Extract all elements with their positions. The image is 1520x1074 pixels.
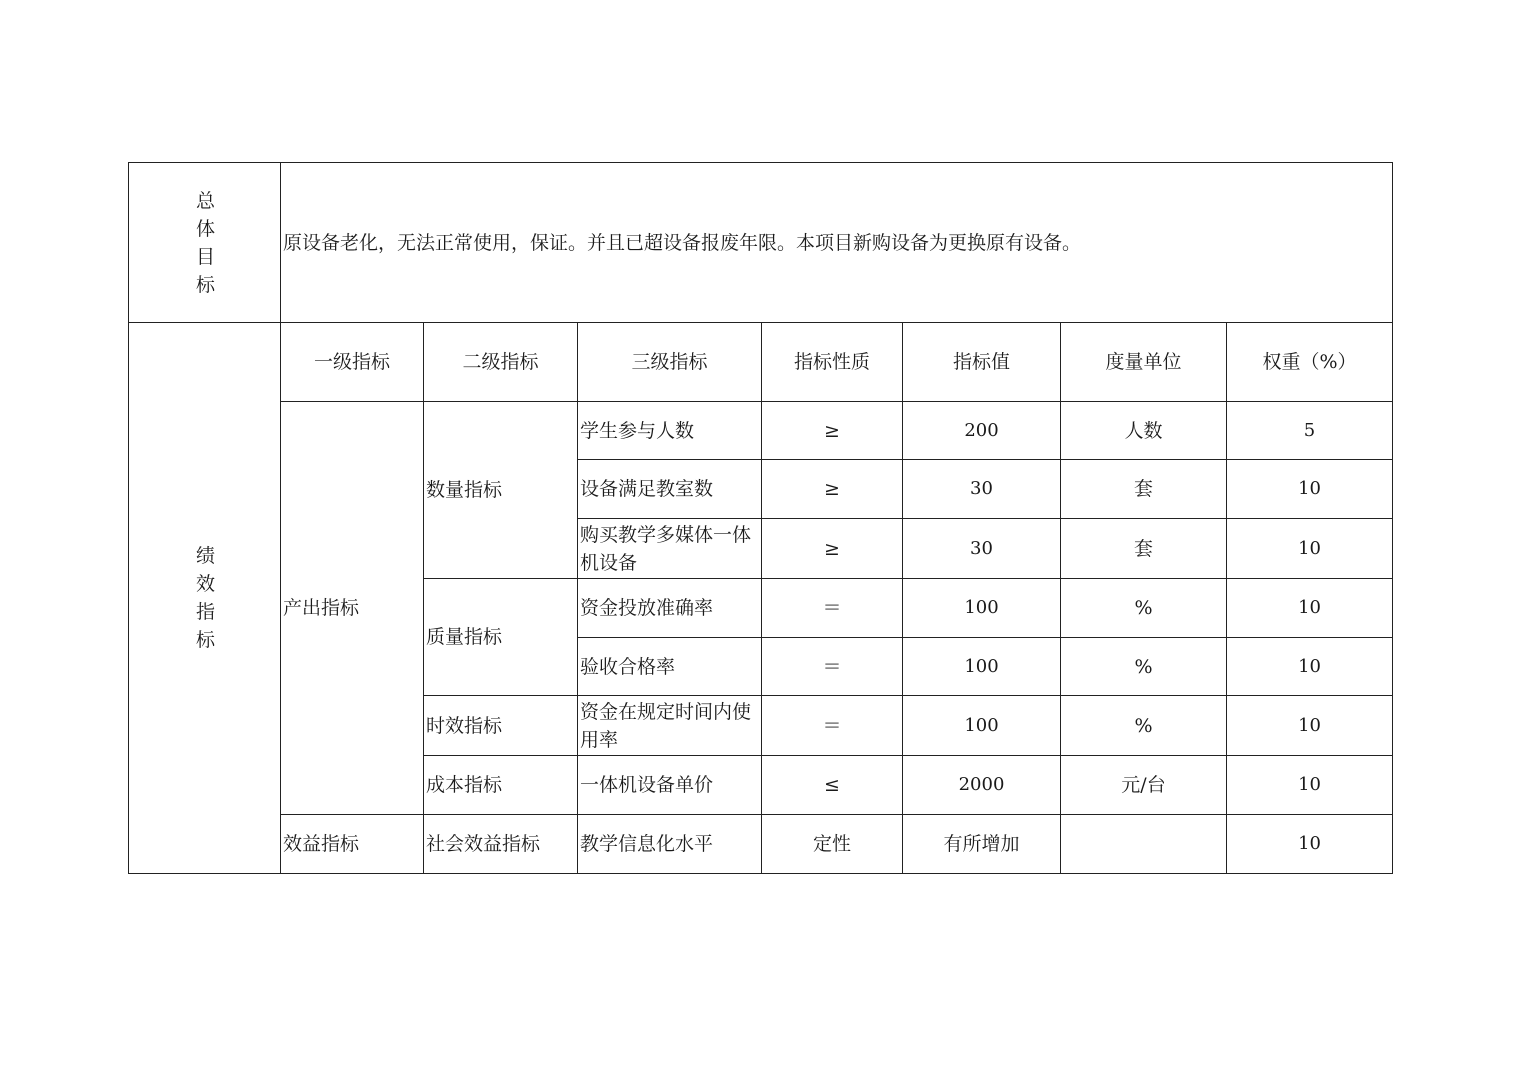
level2-quantity: 数量指标 bbox=[424, 402, 578, 579]
level2-social: 社会效益指标 bbox=[424, 815, 578, 874]
nature-cell: ＝ bbox=[762, 696, 903, 756]
level2-timeliness: 时效指标 bbox=[424, 696, 578, 756]
value-cell: 100 bbox=[903, 579, 1061, 638]
header-level3: 三级指标 bbox=[578, 323, 762, 402]
overall-target-row bbox=[129, 163, 1393, 323]
level1-benefit: 效益指标 bbox=[281, 815, 424, 874]
weight-cell: 10 bbox=[1227, 638, 1393, 696]
header-nature: 指标性质 bbox=[762, 323, 903, 402]
label-char: 绩 bbox=[195, 545, 215, 567]
value-cell: 100 bbox=[903, 696, 1061, 756]
nature-cell: ≥ bbox=[762, 402, 903, 460]
value-cell: 2000 bbox=[903, 756, 1061, 815]
unit-cell: 套 bbox=[1061, 460, 1227, 519]
performance-label bbox=[129, 323, 281, 874]
table-row bbox=[129, 815, 1393, 874]
label-char: 体 bbox=[195, 217, 215, 240]
unit-cell bbox=[1061, 815, 1227, 874]
overall-target-text: 原设备老化，无法正常使用，保证。并且已超设备报废年限。本项目新购设备为更换原有设备。 bbox=[281, 163, 1393, 323]
label-char: 标 bbox=[195, 273, 215, 296]
level2-quality: 质量指标 bbox=[424, 579, 578, 696]
nature-cell: ≥ bbox=[762, 519, 903, 579]
label-char: 效 bbox=[195, 573, 215, 595]
value-cell: 有所增加 bbox=[903, 815, 1061, 874]
unit-cell: % bbox=[1061, 638, 1227, 696]
header-weight: 权重（%） bbox=[1227, 323, 1393, 402]
level3-cell: 设备满足教室数 bbox=[578, 460, 762, 519]
label-char: 标 bbox=[195, 629, 215, 651]
label-char: 指 bbox=[195, 601, 215, 623]
value-cell: 30 bbox=[903, 519, 1061, 579]
level3-cell: 购买教学多媒体一体机设备 bbox=[578, 519, 762, 579]
header-level1: 一级指标 bbox=[281, 323, 424, 402]
level2-cost: 成本指标 bbox=[424, 756, 578, 815]
header-value: 指标值 bbox=[903, 323, 1061, 402]
label-char: 总 bbox=[195, 189, 215, 212]
level3-cell: 学生参与人数 bbox=[578, 402, 762, 460]
level3-cell: 资金在规定时间内使用率 bbox=[578, 696, 762, 756]
weight-cell: 10 bbox=[1227, 460, 1393, 519]
unit-cell: % bbox=[1061, 579, 1227, 638]
level3-cell: 资金投放准确率 bbox=[578, 579, 762, 638]
level3-cell: 教学信息化水平 bbox=[578, 815, 762, 874]
header-level2: 二级指标 bbox=[424, 323, 578, 402]
nature-cell: ＝ bbox=[762, 579, 903, 638]
level3-cell: 验收合格率 bbox=[578, 638, 762, 696]
weight-cell: 10 bbox=[1227, 579, 1393, 638]
level1-output: 产出指标 bbox=[281, 402, 424, 815]
weight-cell: 10 bbox=[1227, 815, 1393, 874]
header-row bbox=[129, 323, 1393, 402]
label-char: 目 bbox=[195, 245, 215, 268]
unit-cell: 人数 bbox=[1061, 402, 1227, 460]
level3-cell: 一体机设备单价 bbox=[578, 756, 762, 815]
weight-cell: 10 bbox=[1227, 519, 1393, 579]
header-unit: 度量单位 bbox=[1061, 323, 1227, 402]
nature-cell: 定性 bbox=[762, 815, 903, 874]
unit-cell: % bbox=[1061, 696, 1227, 756]
overall-target-label bbox=[129, 163, 281, 323]
nature-cell: ≥ bbox=[762, 460, 903, 519]
performance-target-table bbox=[128, 162, 1393, 874]
nature-cell: ≤ bbox=[762, 756, 903, 815]
unit-cell: 元/台 bbox=[1061, 756, 1227, 815]
weight-cell: 10 bbox=[1227, 696, 1393, 756]
weight-cell: 5 bbox=[1227, 402, 1393, 460]
nature-cell: ＝ bbox=[762, 638, 903, 696]
unit-cell: 套 bbox=[1061, 519, 1227, 579]
weight-cell: 10 bbox=[1227, 756, 1393, 815]
value-cell: 100 bbox=[903, 638, 1061, 696]
value-cell: 30 bbox=[903, 460, 1061, 519]
value-cell: 200 bbox=[903, 402, 1061, 460]
table-row bbox=[129, 402, 1393, 460]
